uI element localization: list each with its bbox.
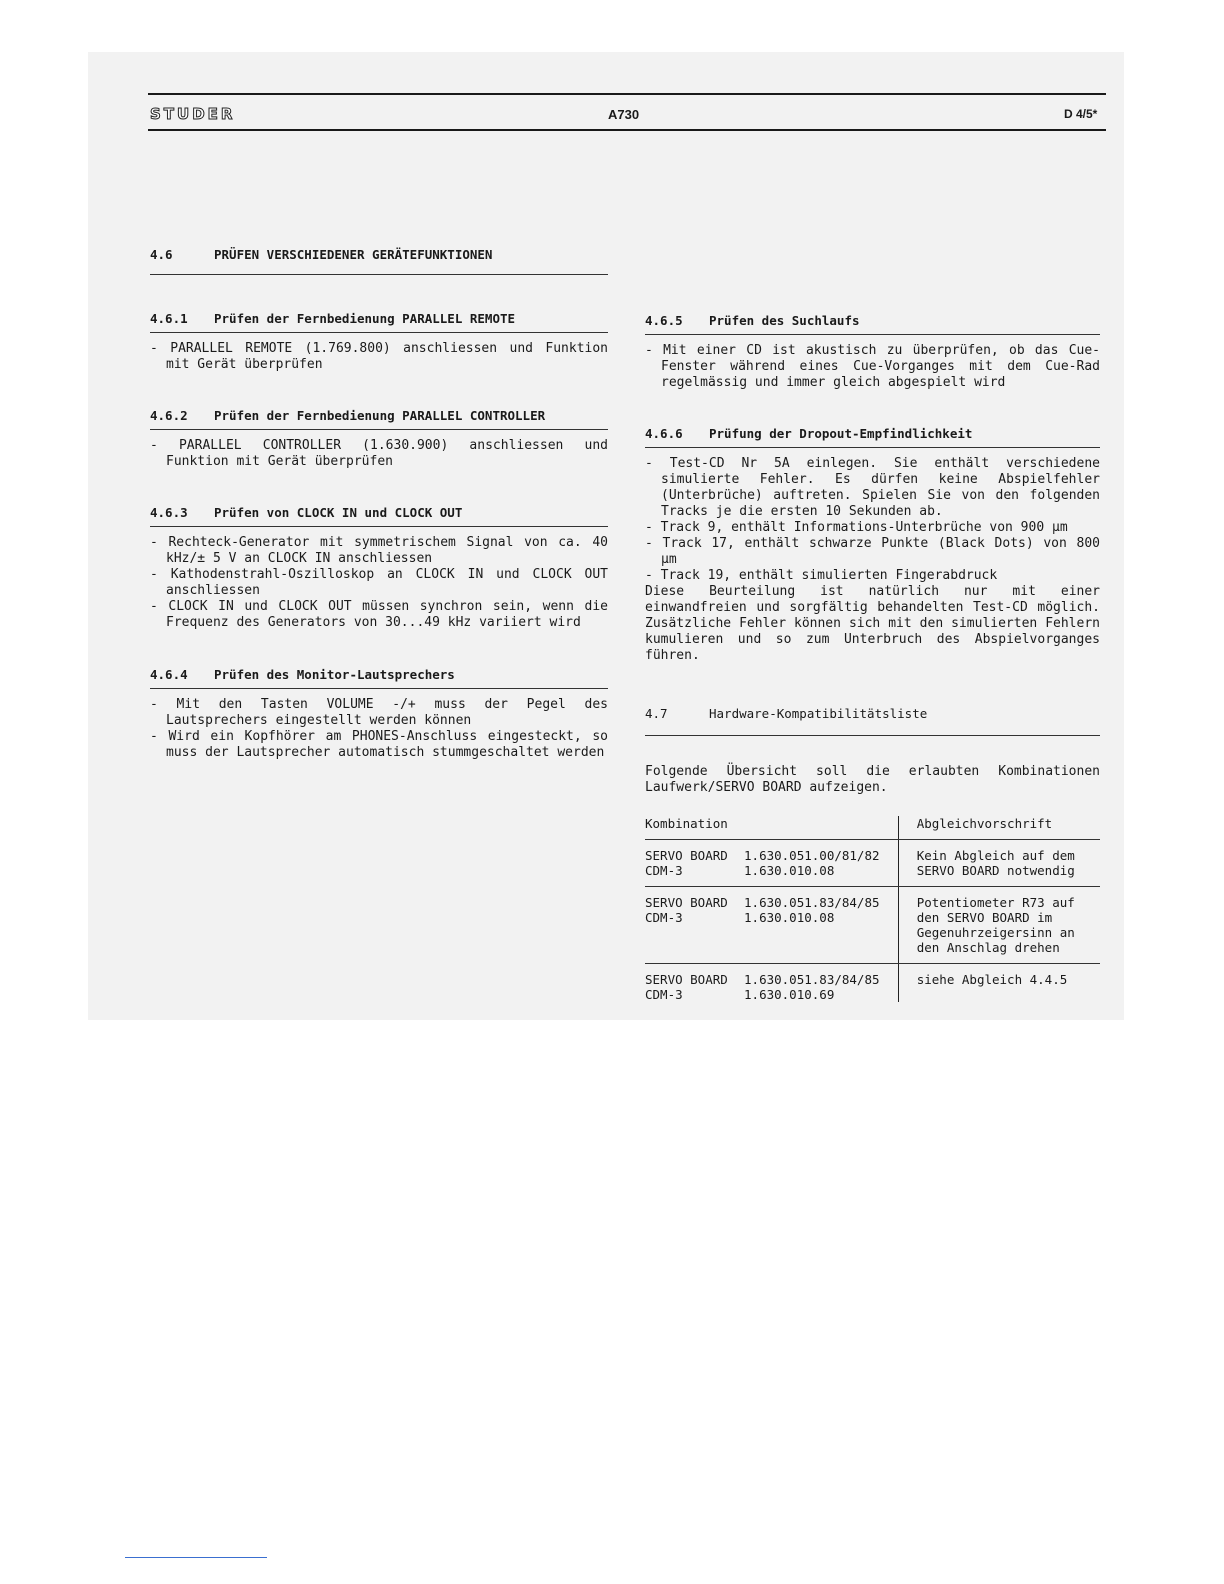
list-item: - Mit einer CD ist akustisch zu überprüfen, ob das Cue-Fenster während eines Cue-Vorganges mit dem Cue-Rad regelmässig und immer gleich abgespielt wird xyxy=(645,343,1100,390)
list-item: - Kathodenstrahl-Oszilloskop an CLOCK IN und CLOCK OUT anschliessen xyxy=(150,567,608,598)
list-item: - Track 17, enthält schwarze Punkte (Black Dots) von 800 µm xyxy=(645,536,1100,567)
table-row: SERVO BOARD CDM-3 1.630.051.00/81/82 1.630.010.08 Kein Abgleich auf dem SERVO BOARD notwendig xyxy=(645,848,1100,878)
list-item: - Test-CD Nr 5A einlegen. Sie enthält verschiedene simulierte Fehler. Es dürfen keine Abspielfehler (Unterbrüche) auftreten. Spielen Sie von den folgenden Tracks je die ersten 10 Sekunden ab. xyxy=(645,456,1100,519)
list-item: - PARALLEL CONTROLLER (1.630.900) anschliessen und Funktion mit Gerät überprüfen xyxy=(150,438,608,469)
list-item: - Track 9, enthält Informations-Unterbrüche von 900 µm xyxy=(645,520,1068,535)
column-header: Kombination xyxy=(645,816,728,831)
model-label: A730 xyxy=(608,107,640,122)
header-top-rule xyxy=(148,93,1106,95)
section-4-7 xyxy=(645,706,1100,1002)
section-heading: 4.6.4 Prüfen des Monitor-Lautsprechers xyxy=(150,667,455,682)
page-number: D 4/5* xyxy=(1064,107,1098,121)
table-row: SERVO BOARD CDM-3 1.630.051.83/84/85 1.630.010.08 Potentiometer R73 auf den SERVO BOARD im Gegenuhrzeigersinn an den Anschlag drehen xyxy=(645,895,1100,955)
section-4-6-5 xyxy=(645,313,1100,391)
table-row: SERVO BOARD CDM-3 1.630.051.83/84/85 1.630.010.69 siehe Abgleich 4.4.5 xyxy=(645,972,1100,1002)
column-header: Abgleichvorschrift xyxy=(898,816,1100,831)
compatibility-table xyxy=(645,816,1100,1002)
list-item: - CLOCK IN und CLOCK OUT müssen synchron sein, wenn die Frequenz des Generators von 30...49 kHz variiert wird xyxy=(150,599,608,630)
list-item: - Rechteck-Generator mit symmetrischem Signal von ca. 40 kHz/± 5 V an CLOCK IN anschliessen xyxy=(150,535,608,566)
studer-logo: STUDER xyxy=(150,105,236,123)
main-section-heading: 4.6 PRÜFEN VERSCHIEDENER GERÄTEFUNKTIONEN xyxy=(150,247,608,275)
section-4-6-3 xyxy=(150,505,608,631)
section-heading: 4.6.2 Prüfen der Fernbedienung PARALLEL CONTROLLER xyxy=(150,408,546,423)
section-heading: 4.6.6 Prüfung der Dropout-Empfindlichkeit xyxy=(645,426,973,441)
section-heading: 4.6.5 Prüfen des Suchlaufs xyxy=(645,313,860,328)
footer-line xyxy=(125,1557,267,1558)
section-heading: 4.6.1 Prüfen der Fernbedienung PARALLEL REMOTE xyxy=(150,311,516,326)
dropout-note: Diese Beurteilung ist natürlich nur mit einer einwandfreien und sorgfältig behandelten Test-CD möglich. Zusätzliche Fehler können sich mit den simulierten Fehlern kumulieren und so zum Unterbruch des Abspielvorganges führen. xyxy=(645,584,1100,663)
table-header-row xyxy=(645,816,1100,831)
section-4-6-1 xyxy=(150,311,608,373)
header-bottom-rule xyxy=(148,129,1106,131)
section-4-6-4 xyxy=(150,667,608,761)
section-4-6-6 xyxy=(645,426,1100,664)
list-item: - Track 19, enthält simulierten Fingerabdruck xyxy=(645,568,998,583)
list-item: - Wird ein Kopfhörer am PHONES-Anschluss eingesteckt, so muss der Lautsprecher automatisch stummgeschaltet werden xyxy=(150,729,608,760)
list-item: - PARALLEL REMOTE (1.769.800) anschliessen und Funktion mit Gerät überprüfen xyxy=(150,341,608,372)
section-heading: 4.7 Hardware-Kompatibilitätsliste xyxy=(645,706,928,721)
section-heading: 4.6.3 Prüfen von CLOCK IN und CLOCK OUT xyxy=(150,505,463,520)
list-item: - Mit den Tasten VOLUME -/+ muss der Pegel des Lautsprechers eingestellt werden können xyxy=(150,697,608,728)
section-4-6-2 xyxy=(150,408,608,470)
hw-intro: Folgende Übersicht soll die erlaubten Kombinationen Laufwerk/SERVO BOARD aufzeigen. xyxy=(645,764,1100,795)
